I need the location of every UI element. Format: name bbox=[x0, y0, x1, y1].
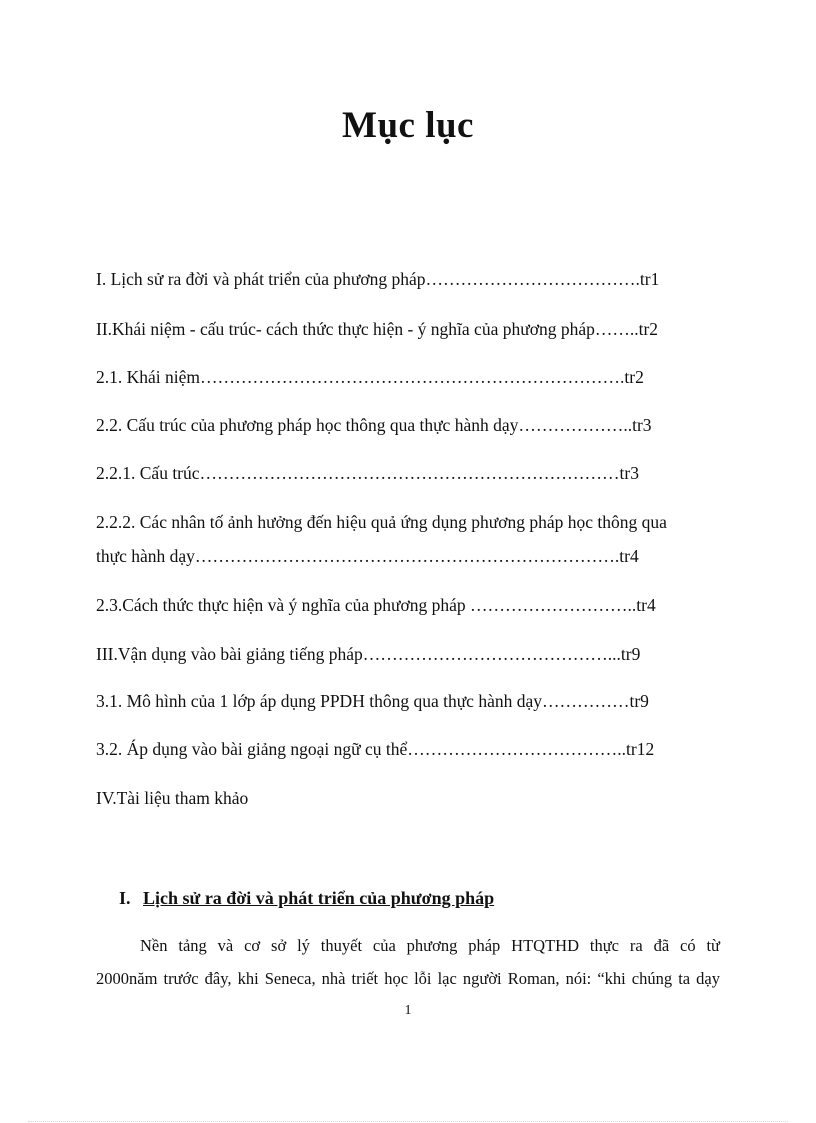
toc-entry-6: 2.2.2. Các nhân tố ảnh hưởng đến hiệu quả ứng dụng phương pháp học thông qua bbox=[96, 512, 667, 532]
section-number: I. bbox=[119, 888, 131, 908]
toc-entry-10: 3.2. Áp dụng vào bài giảng ngoại ngữ cụ thể………………………………..tr12 bbox=[96, 739, 655, 759]
section-heading bbox=[119, 888, 494, 909]
page-number: 1 bbox=[404, 1003, 412, 1018]
page-title: Mục lục bbox=[342, 105, 474, 146]
toc-entry-7: 2.3.Cách thức thực hiện và ý nghĩa của phương pháp ………………………..tr4 bbox=[96, 595, 656, 615]
toc-entry-2: II.Khái niệm - cấu trúc- cách thức thực hiện - ý nghĩa của phương pháp……..tr2 bbox=[96, 319, 659, 339]
section-title: Lịch sử ra đời và phát triển của phương pháp bbox=[143, 888, 495, 908]
toc-entry-6-continued: thực hành dạy……………………………………………………………….tr4 bbox=[96, 546, 639, 566]
paragraph-line-2: 2000năm trước đây, khi Seneca, nhà triết học lỗi lạc người Roman, nói: “khi chúng ta dạy bbox=[96, 969, 720, 988]
toc-entry-1: I. Lịch sử ra đời và phát triển của phương pháp……………………………….tr1 bbox=[96, 269, 660, 289]
toc-entry-9: 3.1. Mô hình của 1 lớp áp dụng PPDH thông qua thực hành dạy……………tr9 bbox=[96, 691, 649, 711]
toc-entry-8: III.Vận dụng vào bài giảng tiếng pháp……………………………………...tr9 bbox=[96, 644, 641, 664]
paragraph-line-1: Nền tảng và cơ sở lý thuyết của phương pháp HTQTHD thực ra đã có từ bbox=[140, 936, 720, 955]
page-edge-divider bbox=[28, 1121, 788, 1122]
toc-entry-11: IV.Tài liệu tham khảo bbox=[96, 788, 249, 808]
toc-entry-3: 2.1. Khái niệm……………………………………………………………….tr2 bbox=[96, 367, 644, 387]
toc-entry-4: 2.2. Cấu trúc của phương pháp học thông qua thực hành dạy………………..tr3 bbox=[96, 415, 652, 435]
toc-entry-5: 2.2.1. Cấu trúc………………………………………………………………tr3 bbox=[96, 463, 639, 483]
